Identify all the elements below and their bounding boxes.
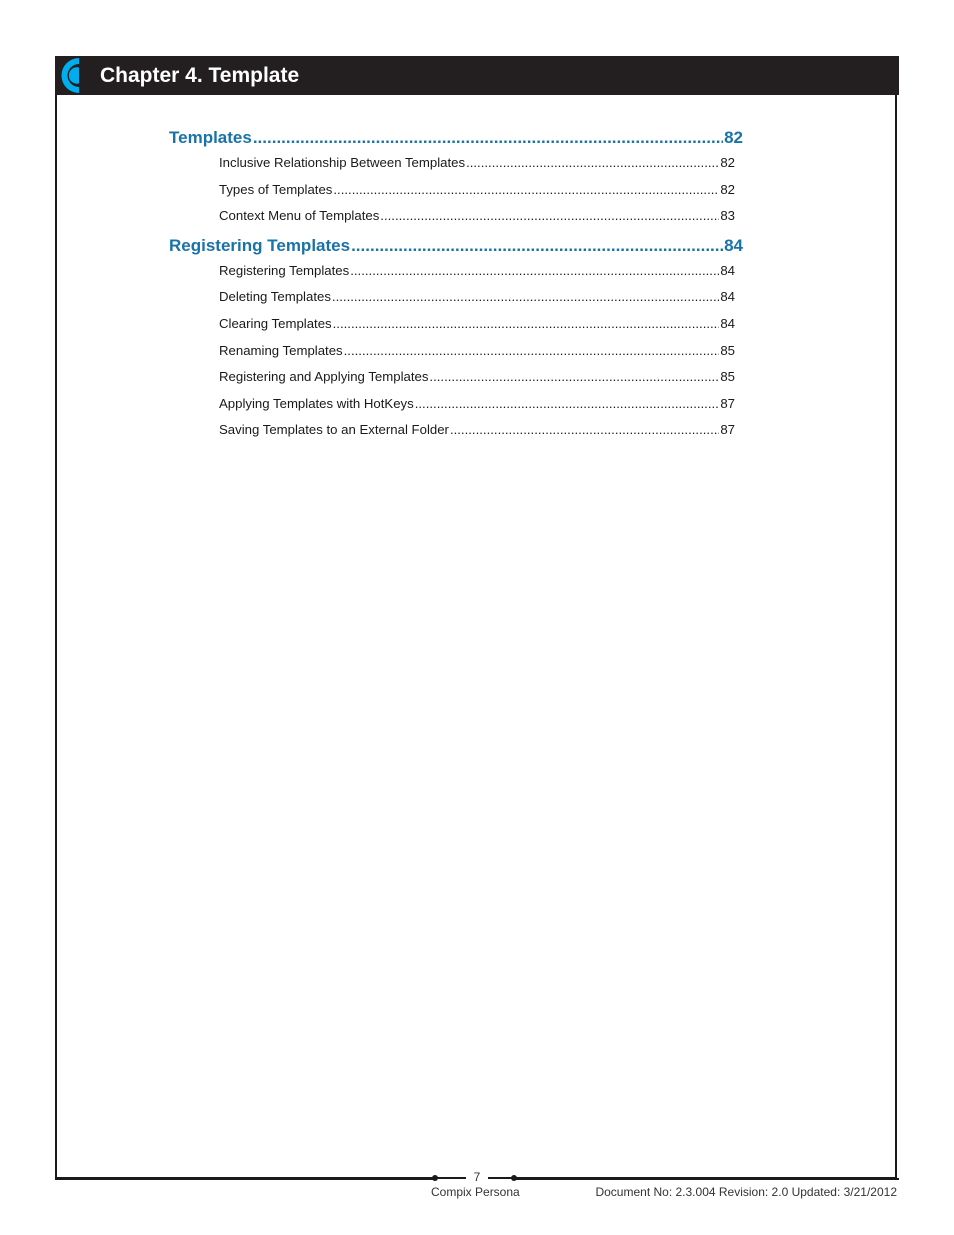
- toc-item[interactable]: [219, 182, 735, 209]
- table-of-contents: [169, 127, 743, 449]
- toc-leader-dots: [415, 396, 720, 411]
- toc-leader-dots: [332, 289, 719, 304]
- toc-item-label: Inclusive Relationship Between Templates: [219, 155, 466, 170]
- toc-item[interactable]: [219, 396, 735, 423]
- toc-item[interactable]: [219, 316, 735, 343]
- toc-leader-dots: [350, 263, 719, 278]
- toc-item-label: Clearing Templates: [219, 315, 332, 331]
- toc-item-label: Deleting Templates: [219, 289, 331, 305]
- chapter-header: [55, 56, 899, 95]
- toc-section-registering-templates[interactable]: [169, 236, 743, 263]
- toc-section-page: 82: [724, 128, 743, 147]
- toc-leader-dots: [380, 208, 719, 223]
- toc-item[interactable]: [219, 263, 735, 290]
- toc-item-page: 85: [720, 369, 735, 385]
- footer-dot-left: [432, 1175, 438, 1181]
- toc-item-page: 82: [720, 155, 735, 170]
- toc-leader-dots: [429, 369, 719, 384]
- page-number: 7: [466, 1170, 488, 1184]
- toc-leader-dots: [351, 236, 723, 256]
- footer-document-info: Document No: 2.3.004 Revision: 2.0 Updated: 3/21/2012: [595, 1185, 897, 1199]
- toc-item-label: Saving Templates to an External Folder: [219, 422, 449, 438]
- footer-dot-right: [511, 1175, 517, 1181]
- toc-item-label: Applying Templates with HotKeys: [219, 395, 414, 411]
- toc-item-label: Renaming Templates: [219, 342, 343, 358]
- toc-leader-dots: [450, 422, 719, 437]
- toc-item-label: Types of Templates: [219, 181, 333, 197]
- toc-item-label: Context Menu of Templates: [219, 208, 380, 224]
- toc-item-page: 84: [720, 289, 735, 305]
- chapter-bullet-icon: [57, 58, 79, 93]
- toc-item[interactable]: [219, 369, 735, 396]
- toc-section-templates[interactable]: [169, 128, 743, 155]
- toc-item[interactable]: [219, 422, 735, 449]
- toc-leader-dots: [466, 155, 719, 170]
- toc-item[interactable]: [219, 289, 735, 316]
- toc-item-page: 85: [720, 342, 735, 358]
- toc-leader-dots: [333, 316, 720, 331]
- toc-item[interactable]: [219, 155, 735, 182]
- toc-section-page: 84: [724, 235, 743, 255]
- footer-rule-right: [514, 1178, 899, 1180]
- toc-item-label: Registering and Applying Templates: [219, 369, 429, 385]
- toc-item-label: Registering Templates: [219, 262, 350, 278]
- footer-product-name: Compix Persona: [431, 1185, 520, 1199]
- toc-item-page: 83: [720, 208, 735, 224]
- toc-leader-dots: [344, 343, 720, 358]
- toc-item[interactable]: [219, 343, 735, 370]
- chapter-title: Chapter 4. Template: [100, 64, 300, 87]
- toc-item-page: 82: [720, 181, 735, 197]
- toc-item-page: 84: [720, 262, 735, 278]
- toc-leader-dots: [333, 182, 719, 197]
- toc-item-page: 84: [720, 315, 735, 331]
- toc-section-label: Templates: [169, 128, 252, 147]
- toc-item[interactable]: [219, 208, 735, 235]
- toc-leader-dots: [253, 128, 723, 148]
- footer-rule-left: [55, 1178, 435, 1180]
- toc-item-page: 87: [720, 395, 735, 411]
- toc-section-label: Registering Templates: [169, 235, 351, 255]
- toc-item-page: 87: [720, 422, 735, 438]
